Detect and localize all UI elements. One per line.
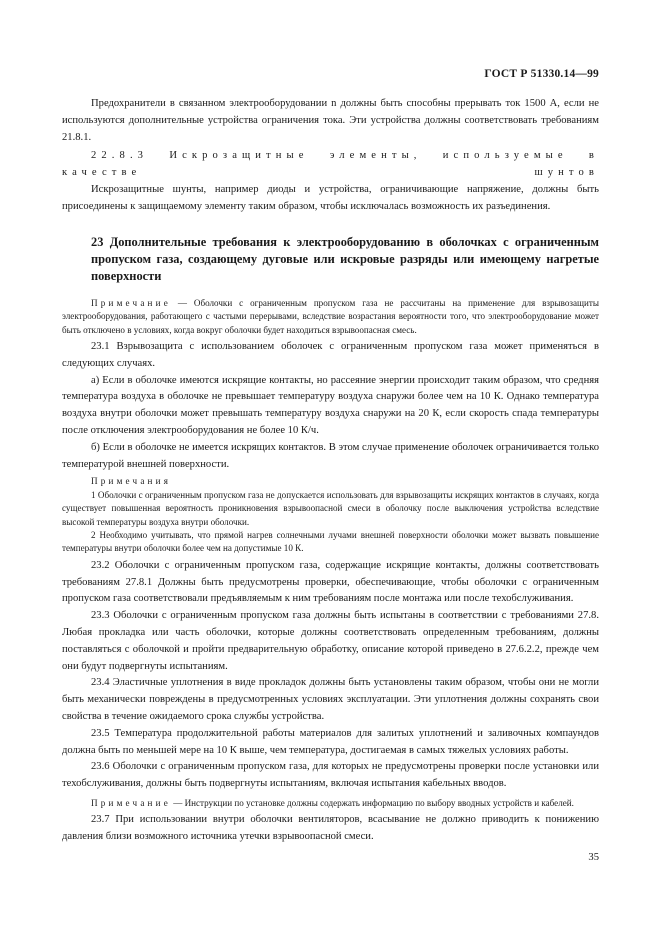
clause-23-1-a: а) Если в оболочке имеются искрящие контакты, но рассеяние энергии происходит таким образом, что средняя температура воздуха в оболочке не превышает температуру воздуха снаружи более чем на 10 К. Однако температура воздуха внутри оболочки может превышать температуру воздуха снаружи на 20 К, если скорость спада температуры после отключения электрооборудования не более 10 К/ч. <box>62 374 599 436</box>
clause-23-5: 23.5 Температура продолжительной работы материалов для залитых уплотнений и заливочных компаундов должна быть по меньшей мере на 10 К выше, чем температура, достигаемая в самых тяжелых условиях работы. <box>62 727 599 756</box>
note-label: Примечание <box>91 797 171 808</box>
note-enclosure-use <box>62 297 599 337</box>
paragraph-shunts: Искрозащитные шунты, например диоды и устройства, ограничивающие напряжение, должны быть присоединены к защищаемому элементу таким образом, чтобы исключалась возможность их разъединения. <box>62 183 599 212</box>
clause-23-6: 23.6 Оболочки с ограниченным пропуском газа, для которых не предусмотрены проверки после установки или техобслуживания, должны быть подвергнуты испытаниям, включая испытания кабельных вводов. <box>62 761 599 790</box>
notes-label: Примечания <box>91 476 172 487</box>
section-title-23: 23 Дополнительные требования к электрооборудованию в оболочках с ограниченным пропуском газа, создающему дуговые или искровые разряды или имеющему нагретые поверхности <box>91 234 599 284</box>
note-text: — Оболочки с ограниченным пропуском газа не рассчитаны на применение для взрывозащиты электрооборудования, работающего с частыми перерывами, вследствие возрастания вероятности того, что электрооборудование может быть отключено в условиях, когда вокруг оболочки будет находиться взрывоопасная смесь. <box>62 297 599 335</box>
paragraph-fuses: Предохранители в связанном электрооборудовании n должны быть способны прерывать ток 1500 А, если не используются дополнительные устройства ограничения тока. Эти устройства должны соответствовать требованиям 21.8.1. <box>62 98 599 143</box>
note-installation <box>62 797 599 810</box>
clause-23-3: 23.3 Оболочки с ограниченным пропуском газа должны быть испытаны в соответствии с требованиями 27.8. Любая прокладка или часть оболочки, которые должны соответствовать определенным требованиям, должны поставляться с оболочкой и пройти предварительную обработку, описание которой приведено в 27.6.2.2, прежде чем они будут подвергнуты испытаниям. <box>62 610 599 672</box>
note-item-1: 1 Оболочки с ограниченным пропуском газа не допускается использовать для взрывозащиты искрящих контактов в случаях, когда существует повышенная вероятность проникновения взрывоопасной смеси в оболочку после выключения устройства вследствие высокой температуры воздуха внутри оболочки. <box>62 489 599 527</box>
note-text: — Инструкции по установке должны содержать информацию по выбору вводных устройств и кабелей. <box>170 797 574 808</box>
clause-23-2: 23.2 Оболочки с ограниченным пропуском газа, содержащие искрящие контакты, должны соответствовать требованиям 27.8.1 Должны быть предусмотрены проверки, обеспечивающие, чтобы оболочки с ограниченным пропуском газа соответствовали предъявляемым к ним требованиям после монтажа или после техобслуживания. <box>62 559 599 605</box>
document-header: ГОСТ Р 51330.14—99 <box>484 68 599 80</box>
page-number: 35 <box>588 852 599 863</box>
note-label: Примечание <box>91 297 171 308</box>
clause-23-4: 23.4 Эластичные уплотнения в виде прокладок должны быть установлены таким образом, чтобы они не могли быть механически повреждены в предусмотренных условиях эксплуатации. Эти уплотнения должны сохранять свои свойства в течение ожидаемого срока службы устройства. <box>62 677 599 722</box>
page-content <box>62 96 599 846</box>
clause-23-1: 23.1 Взрывозащита с использованием оболочек с ограниченным пропуском газа может применяться в следующих случаях. <box>62 341 599 369</box>
clause-23-7: 23.7 При использовании внутри оболочки вентиляторов, всасывание не должно приводить к понижению давления близи возможного источника утечки взрывоопасной смеси. <box>62 814 599 843</box>
note-item-2: 2 Необходимо учитывать, что прямой нагрев солнечными лучами внешней поверхности оболочки может вызвать повышение температуры внутри оболочки более чем на допустимые 10 К. <box>62 530 599 554</box>
clause-heading-22-8-3: 22.8.3 Искрозащитные элементы, используемые в качестве шунтов <box>62 150 599 179</box>
clause-23-1-b: б) Если в оболочке не имеется искрящих контактов. В этом случае применение оболочек ограничивается только температурой внешней поверхности. <box>62 441 599 470</box>
